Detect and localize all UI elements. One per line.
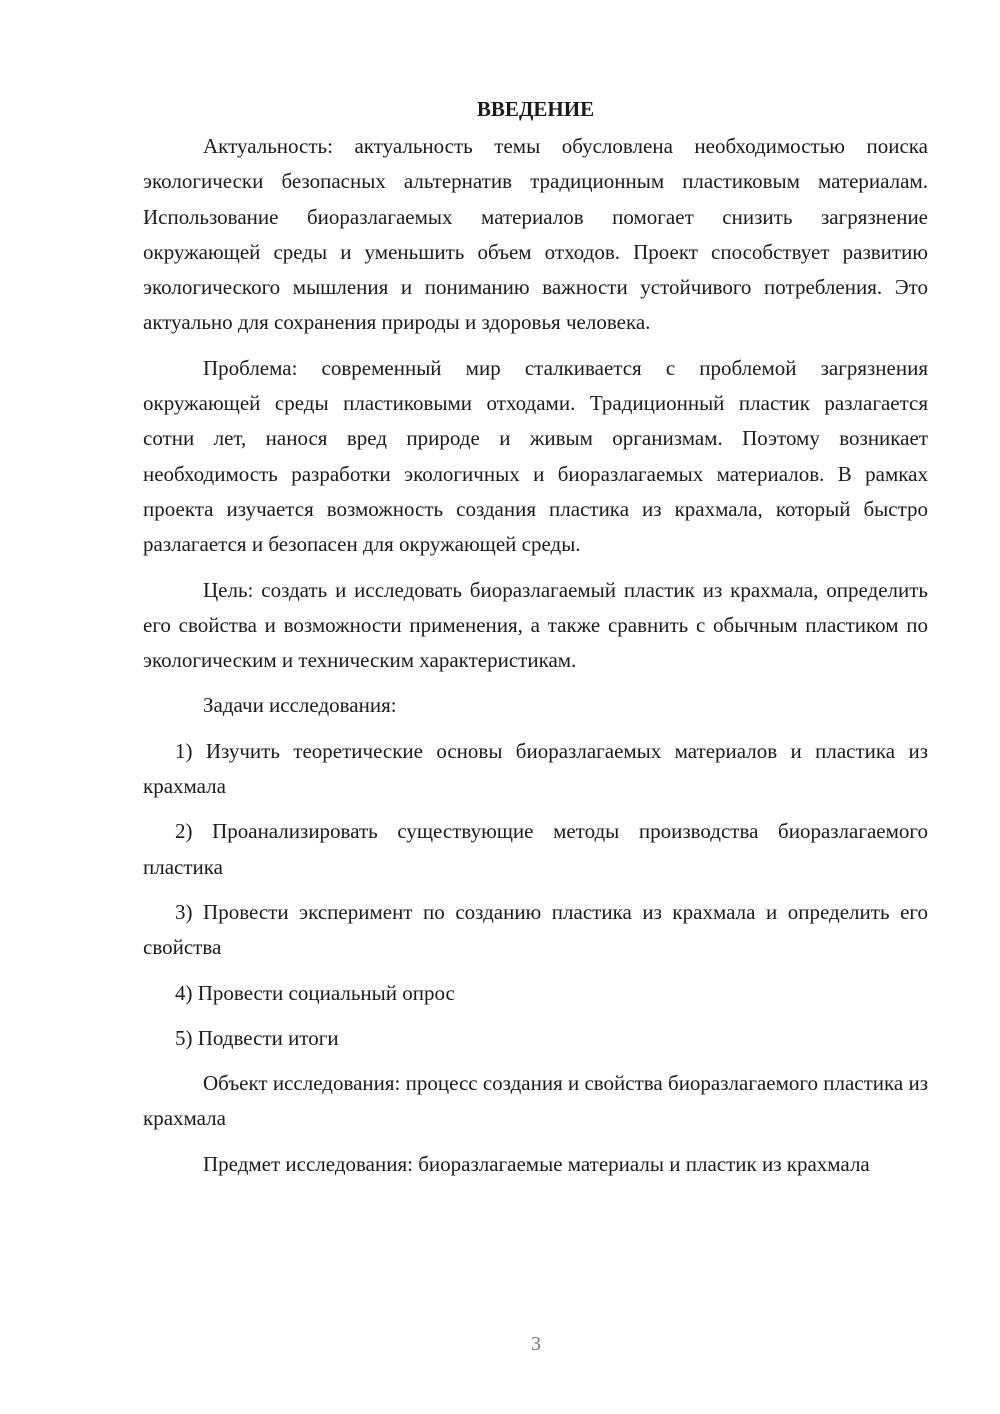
relevance-paragraph: Актуальность: актуальность темы обусловлена необходимостью поиска экологически безопасных альтернатив традиционным пластиковым материалам. Использование биоразлагаемых материалов помогает снизить загрязнение окружающей среды и уменьшить объем отходов. Проект способствует развитию экологического мышления и пониманию важности устойчивого потребления. Это актуально для сохранения природы и здоровья человека. [143,134,928,335]
document-page [143,92,928,1192]
list-item: 4) Провести социальный опрос [175,980,455,1005]
goal-paragraph: Цель: создать и исследовать биоразлагаемый пластик из крахмала, определить его свойства и возможности применения, а также сравнить с обычным пластиком по экологическим и техническим характеристикам. [143,577,928,673]
list-item: 1) Изучить теоретические основы биоразлагаемых материалов и пластика из крахмала [143,738,928,799]
list-item: 2) Проанализировать существующие методы производства биоразлагаемого пластика [143,819,928,879]
page-number: 3 [531,1333,541,1355]
problem-paragraph: Проблема: современный мир сталкивается с проблемой загрязнения окружающей среды пластиковыми отходами. Традиционный пластик разлагается сотни лет, нанося вред природе и живым организмам. Поэтому возникает необходимость разработки экологичных и биоразлагаемых материалов. В рамках проекта изучается возможность создания пластика из крахмала, который быстро разлагается и безопасен для окружающей среды. [143,355,928,557]
research-object-paragraph: Объект исследования: процесс создания и свойства биоразлагаемого пластика из крахмала [143,1071,928,1131]
list-item: 3) Провести эксперимент по созданию пластика из крахмала и определить его свойства [143,899,928,960]
tasks-list [143,734,928,1056]
page-title: ВВЕДЕНИЕ [476,97,595,121]
research-subject-paragraph: Предмет исследования: биоразлагаемые материалы и пластик из крахмала [203,1151,870,1176]
list-item: 5) Подвести итоги [175,1025,339,1050]
tasks-heading: Задачи исследования: [203,693,397,718]
